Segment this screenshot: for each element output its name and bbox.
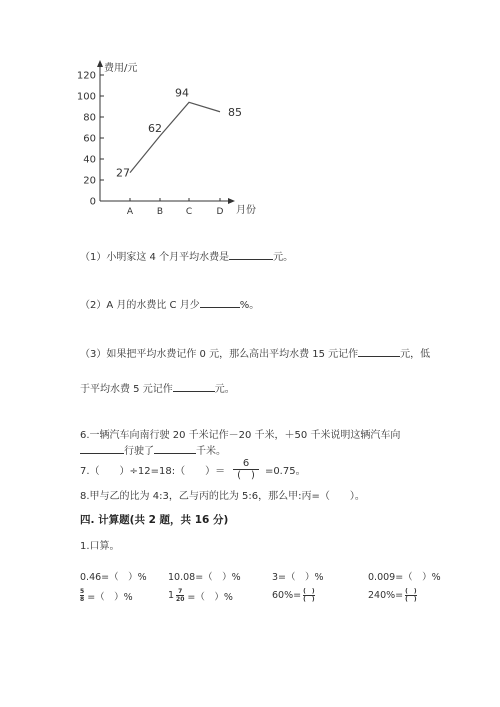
calc-item: 240%= $\frac{( )}{( )}$ [368,588,417,603]
answer-blank[interactable] [173,391,215,392]
question-6-line-2: 行驶了 千米。 [80,442,226,457]
answer-blank[interactable] [229,259,273,260]
data-label: 85 [228,105,242,119]
fraction: $\frac{( )}{( )}$ [405,588,417,603]
x-axis-title: 月份 [236,205,256,216]
data-labels [116,86,242,179]
x-tick-label: D [216,207,224,217]
y-tick-label: 80 [83,112,96,124]
x-axis-arrow [228,198,235,204]
y-tick-label: 100 [76,91,96,103]
fraction: $\frac{5}{8}$ [80,588,85,603]
series-line [130,102,220,172]
answer-blank[interactable] [154,453,196,454]
x-tick-label: B [156,207,164,217]
question-7: 7.（ ）÷12=18:（ ）＝ $\frac{6}{( )}$ =0.75。 [80,458,306,481]
answer-blank[interactable] [80,453,124,454]
calc-item: 3=（ ）% [272,572,324,583]
data-label: 94 [175,86,189,100]
fraction: $\frac{7}{20}$ [176,588,185,603]
calc-item: 1 $\frac{7}{20}$ =（ ）% [168,588,233,603]
y-tick-label: 120 [76,70,96,82]
answer-blank[interactable] [358,356,400,357]
question-8: 8.甲与乙的比为 4:3，乙与丙的比为 5:6，那么甲:丙=（ ）。 [80,491,365,502]
calc-item: 0.009=（ ）% [368,572,441,583]
fraction: $\frac{( )}{( )}$ [303,588,315,603]
question-2: （2）A 月的水费比 C 月少 %。 [80,300,260,311]
question-1: （1）小明家这 4 个月平均水费是 元。 [80,252,294,263]
x-tick-label: A [126,207,134,217]
data-label: 62 [148,121,162,135]
calc-item: $\frac{5}{8}$ =（ ）% [80,588,133,603]
answer-blank[interactable] [200,307,240,308]
x-tick-label: C [185,207,193,217]
y-tick-label: 40 [83,154,96,166]
question-3-line-1: （3）如果把平均水费记作 0 元，那么高出平均水费 15 元记作 元，低 [80,349,431,360]
question-3-line-2: 于平均水费 5 元记作 元。 [80,384,235,395]
calc-item: 60%= $\frac{( )}{( )}$ [272,588,315,603]
y-tick-label: 20 [83,175,96,187]
section-title: 四. 计算题(共 2 题，共 16 分) [80,514,229,526]
calc-item: 0.46=（ ）% [80,572,147,583]
calc-item: 10.08=（ ）% [168,572,241,583]
fraction: $\frac{6}{( )}$ [233,458,259,481]
y-tick-label: 60 [83,133,96,145]
y-tick-label: 0 [89,196,96,208]
chart-svg [60,55,280,220]
question-6-line-1: 6.一辆汽车向南行驶 20 千米记作－20 千米，＋50 千米说明这辆汽车向 [80,430,401,441]
subsection-title: 1.口算。 [80,541,120,552]
y-axis-title: 费用/元 [104,63,138,74]
y-axis-arrow [97,60,103,67]
data-label: 27 [116,166,130,180]
line-chart [60,55,280,220]
